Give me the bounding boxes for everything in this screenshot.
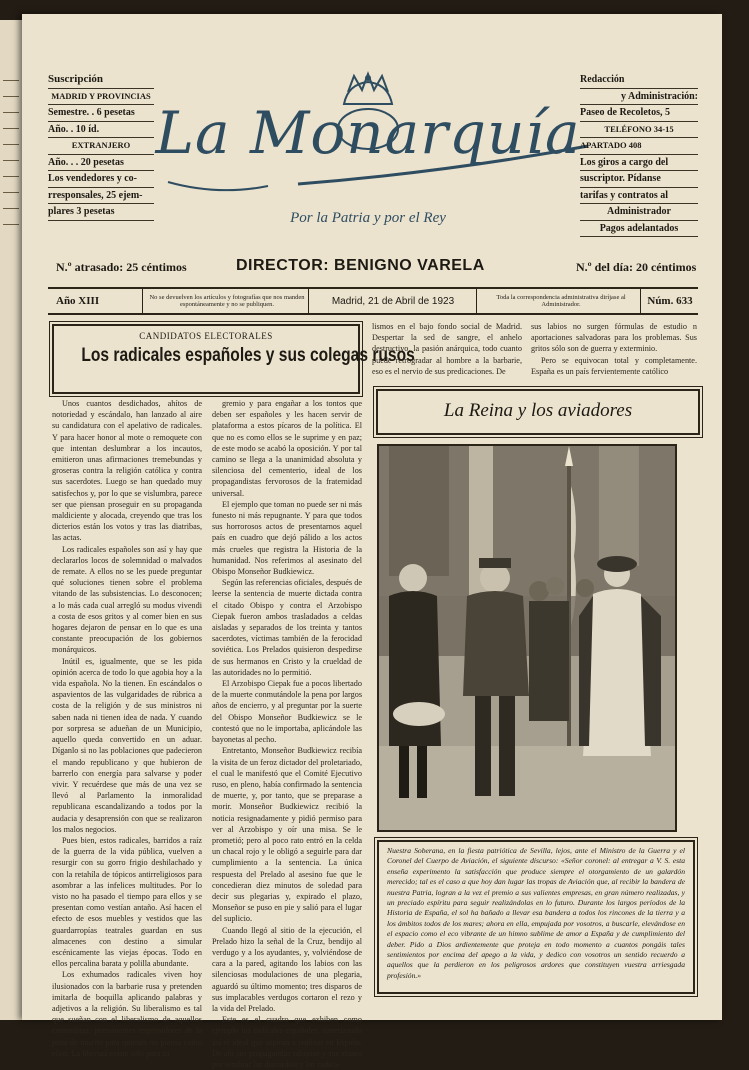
article-column-3 [372,321,522,379]
photo-illustration [379,446,675,830]
subscription-heading: Suscripción [48,72,154,89]
admin-phone: TELÉFONO 34-15 [580,122,698,139]
previous-page-edge [0,20,22,1020]
article-column-4 [531,321,697,379]
newspaper-title: La Monarquía [155,99,581,167]
paragraph: Pero se equivocan total y completamente. España es un país fervientemente católico [531,355,697,376]
admin-line-9: Administrador [580,204,698,221]
photo-story-headline-box [376,389,700,435]
vendors-line-2: rresponsales, 25 ejem- [48,188,154,205]
correspondence-notice: Toda la correspondencia administrativa diríjase al Administrador. [476,289,645,313]
paragraph: Este es el cuadro que exhiben como ejemplo los radicales españoles, sintetizando así el ideal que aspiran a realizar en España. De ahí sus propagandas rabiosas y sus afanes por sembrar las discordias y los radica- [212,1015,362,1069]
paragraph: Unos cuantos desdichados, ahítos de notoriedad y escándalo, han lanzado al aire su candidatura con el apelativo de radicales. Y para hacer honor al mote o remoquete con que intentan deslumbrar a los incautos, emitieron unas afirmaciones tremebundas y groseras contra la religión católica y contra sus sacerdotes. Luego se han quedado muy satisfechos y, por lo que se vislumbra, parece ser que piensan proseguir en su propaganda maldiciente y alocada, creyendo que tras los dicterios están los votos y tras las diatribas, las actas. [52,399,202,543]
issue-date: Madrid, 21 de Abril de 1923 [308,289,477,313]
director-name: DIRECTOR: BENIGNO VARELA [236,257,485,274]
vendors-line-1: Los vendedores y co- [48,171,154,188]
newspaper-page [22,14,722,1069]
returns-notice: No se devuelven los artículos y fotografías que nos manden espontáneamente y no se publiquen. [142,289,311,313]
paragraph: Pues bien, estos radicales, barridos a raíz de la guerra de la vida pública, vuelven a resurgir con su gorro frigio deshilachado y con la retahíla de tópicos antirreligiosos para asombrar a las infelices multitudes. Por lo visto no ha pasado el tiempo para ellos y se presentan como vestían antaño. Así hacen el efecto de esos muebles y vestidos que las guardarropías teatrales guardan en sus almacenes con destino a simular escénicamente las viejas épocas. Todo en ellos percalina barata y polilla abundante. [52,835,202,969]
newspaper-motto: Por la Patria y por el Rey [290,210,446,226]
photo-caption: Nuestra Soberana, en la fiesta patriótica de Sevilla, lejos, ante el Ministro de la Guerra y el Coronel del Cuerpo de Aviación, el siguiente discurso: «Señor coronel: al entregar a V. S. esta enseña experimento la satisfacción que produce siempre el otorgamiento de un galardón merecido; tal es el caso a que hoy dan lugar las tropas de Aviación que, al recibir la bandera de nuestra Patria, logran a la vez el premio a sus valientes empresas, en gran número realizadas, y un preciado espíritu para seguir realizándolas en lo futuro. Durante los largos períodos de la Historia de España, el sol ha bañado a llevar esa bandera a todos los rincones de la tierra y a los ámbitos todos de los mares; ahora en ella, empujada por vosotros, a buscarle, elevándose en el espacio como el eco vibrante de un himno sublime de amor a España y de cumplimiento del deber. Pido a Dios ardientemente que proteja en todo momento a cuantos pongáis tales sentimientos por encima del apego a la vida, y dedico con vosotros un sentido recuerdo a aquellos que la perdieron en los peligrosos ardores que constituyen vuestra arriesgada profesión.» [377,840,695,994]
back-issue-price: N.º atrasado: 25 céntimos [56,260,187,274]
admin-line-2: y Administración: [580,89,698,106]
administration-box [580,72,698,237]
vendors-line-3: plares 3 pesetas [48,204,154,221]
subscription-region: MADRID Y PROVINCIAS [48,89,154,106]
paragraph: Cuando llegó al sitio de la ejecución, el Prelado hizo la señal de la Cruz, bendijo al verdugo y a los ayudantes, y, volviéndose de cara a la pared, agitando los labios con las silenciosas modulaciones de una plegaria, aguardó su último momento; tres disparos de sus implacables verdugos cortaron el rezo y la vida del Prelado. [212,925,362,1013]
paragraph: Los radicales españoles son así y hay que declararlos locos de solemnidad o malvados de remate. A ellos no se les puede preguntar qué soluciones tienen sobre el problema vitando de las subsistencias. Lo desconocen; a lo más cada cual arregló su modus vivendi a costa de esos gritos y al comer bien en sus hogares dejaron de pensar en lo que es una constante preocupación de los gobiernos monárquicos. [52,544,202,655]
article-headline-box [52,324,415,394]
article-column-1 [52,398,202,1058]
paragraph: lismos en el bajo fondo social de Madrid. Despertar la sed de sangre, el anhelo destructivo, la pasión anárquica, todo cuanto puede retrogradar al hombre a la barbarie, eso es el nervio de sus predicaciones. De [372,322,522,376]
queen-aviators-photo [377,444,677,832]
paragraph: sus labios no surgen fórmulas de estudio n aportaciones salvadoras para los problemas. Sus gritos sólo son de guerra y exterminio. [531,322,697,354]
paragraph: Entretanto, Monseñor Budkiewicz recibía la visita de un feroz dictador del proletariado, el cual le manifestó que el Comité Ejecutivo ruso, en pleno, había confirmado la sentencia de muerte, y, por tanto, que se preparase a morir. Monseñor Budkiewicz recibió la noticia resignadamente y pidió permiso para ver al Arzobispo y oír una misa. Se le prometió; pero al poco rato entró en la celda un chacal rojo y le obligó a seguirle para dar cumplimiento a la sentencia. La única respuesta del Prelado al asesino fue que le concedieran diez minutos de soledad para decir sus plegarias y, expirado el plazo, Monseñor se puso en pie y salió para el lugar del suplicio. [212,746,362,924]
admin-line-10: Pagos adelantados [580,221,698,238]
article-column-2 [212,398,362,1069]
masthead [148,84,588,224]
photo-story-title: La Reina y los aviadores [443,400,633,421]
paragraph: Según las referencias oficiales, después de leerse la sentencia de muerte dictada contra el citado Obispo y contra el Arzobispo Ciepak fueron ambos trasladados a celdas aisladas y separados de los treinta y tantos sacerdotes, víctimas también de la ferocidad soviética. Los Prelados quisieron despedirse de sus hermanos en Cristo y la crueldad de las autoridades no lo permitió. [212,578,362,677]
subscription-abroad: EXTRANJERO [48,138,154,155]
issue-number: Núm. 633 [640,289,699,313]
subscription-year: Año. . 10 íd. [48,122,154,139]
paragraph: El Arzobispo Ciepak fue a pocos libertado de la muerte conmutándole la pena por largos años de encierro, y al preguntar por la suerte del Obispo Monseñor Budkiewicz se le contestó que no le importaba, aplicándole las bayonetas al pecho. [212,679,362,745]
paragraph: El ejemplo que toman no puede ser ni más funesto ni más repugnante. Y para que todos sus horrorosos actos de presentarnos aquel país en cuadro que dejó pálido a los actos más crueles que registra la Historia de la humanidad. Nos referimos al asesinato del Obispo Monseñor Budkiewicz. [212,499,362,577]
issue-info-bar [48,287,698,315]
daily-price: N.º del día: 20 céntimos [576,260,697,274]
subscription-year-abroad: Año. . . 20 pesetas [48,155,154,172]
admin-line-1: Redacción [580,72,698,89]
admin-line-8: tarifas y contratos al [580,188,698,205]
paragraph: gremio y para engañar a los tontos que deben ser españoles y les hacen servir de plataforma a estos pícaros de la política. El que no es como ellos se le suprime y en paz; de este modo se acabó la oposición. Y por tal camino se llega a la unanimidad absoluta y silenciosa del cementerio, ideal de los propagandistas fervorosos de la fraternidad universal. [212,399,362,498]
paragraph: Los exhumados radicales viven hoy ilusionados con la barbarie rusa y pretenden imitarla de boquilla aplicando palabras y adjetivos a la religión. Su liberalismo es tal que sueñan con el liberalismo de aquellos comunistas, permanentes esgrimidores de la pena de muerte para quienes no piensa como ellos. La libertad existe sólo para su [52,970,202,1058]
admin-line-6: Los giros a cargo del [580,155,698,172]
article-headline: Los radicales españoles y sus colegas rusos [81,345,415,366]
issue-year: Año XIII [56,295,100,307]
subscription-semestre: Semestre. . 6 pesetas [48,105,154,122]
article-kicker: CANDIDATOS ELECTORALES [139,331,273,341]
paragraph: Inútil es, igualmente, que se les pida opinión acerca de todo lo que agobia hoy a la vida española. No la tienen. En escándalos o aspavientos de las vulgaridades de rúbrica a costa de la religión y de sus ministros ni saben nada ni tienen idea de nada. Y cuando por sorpresa se adueñan de un Municipio, aquello queda convertido en un aduar. Díganlo si no las poblaciones que padecieron el mando republicano y que hubieron de barrerlo con energía para salvarse y poder vivir. Y recuérdese que más de una vez se llevó al Parlamento la inmoralidad republicana escandalizando a todos por la audacia y desaprensión con que se realizaron los malos negocios. [52,656,202,834]
subscription-box [48,72,154,221]
admin-po-box: APARTADO 408 [580,138,698,155]
admin-line-3: Paseo de Recoletos, 5 [580,105,698,122]
admin-line-7: suscriptor. Pídanse [580,171,698,188]
